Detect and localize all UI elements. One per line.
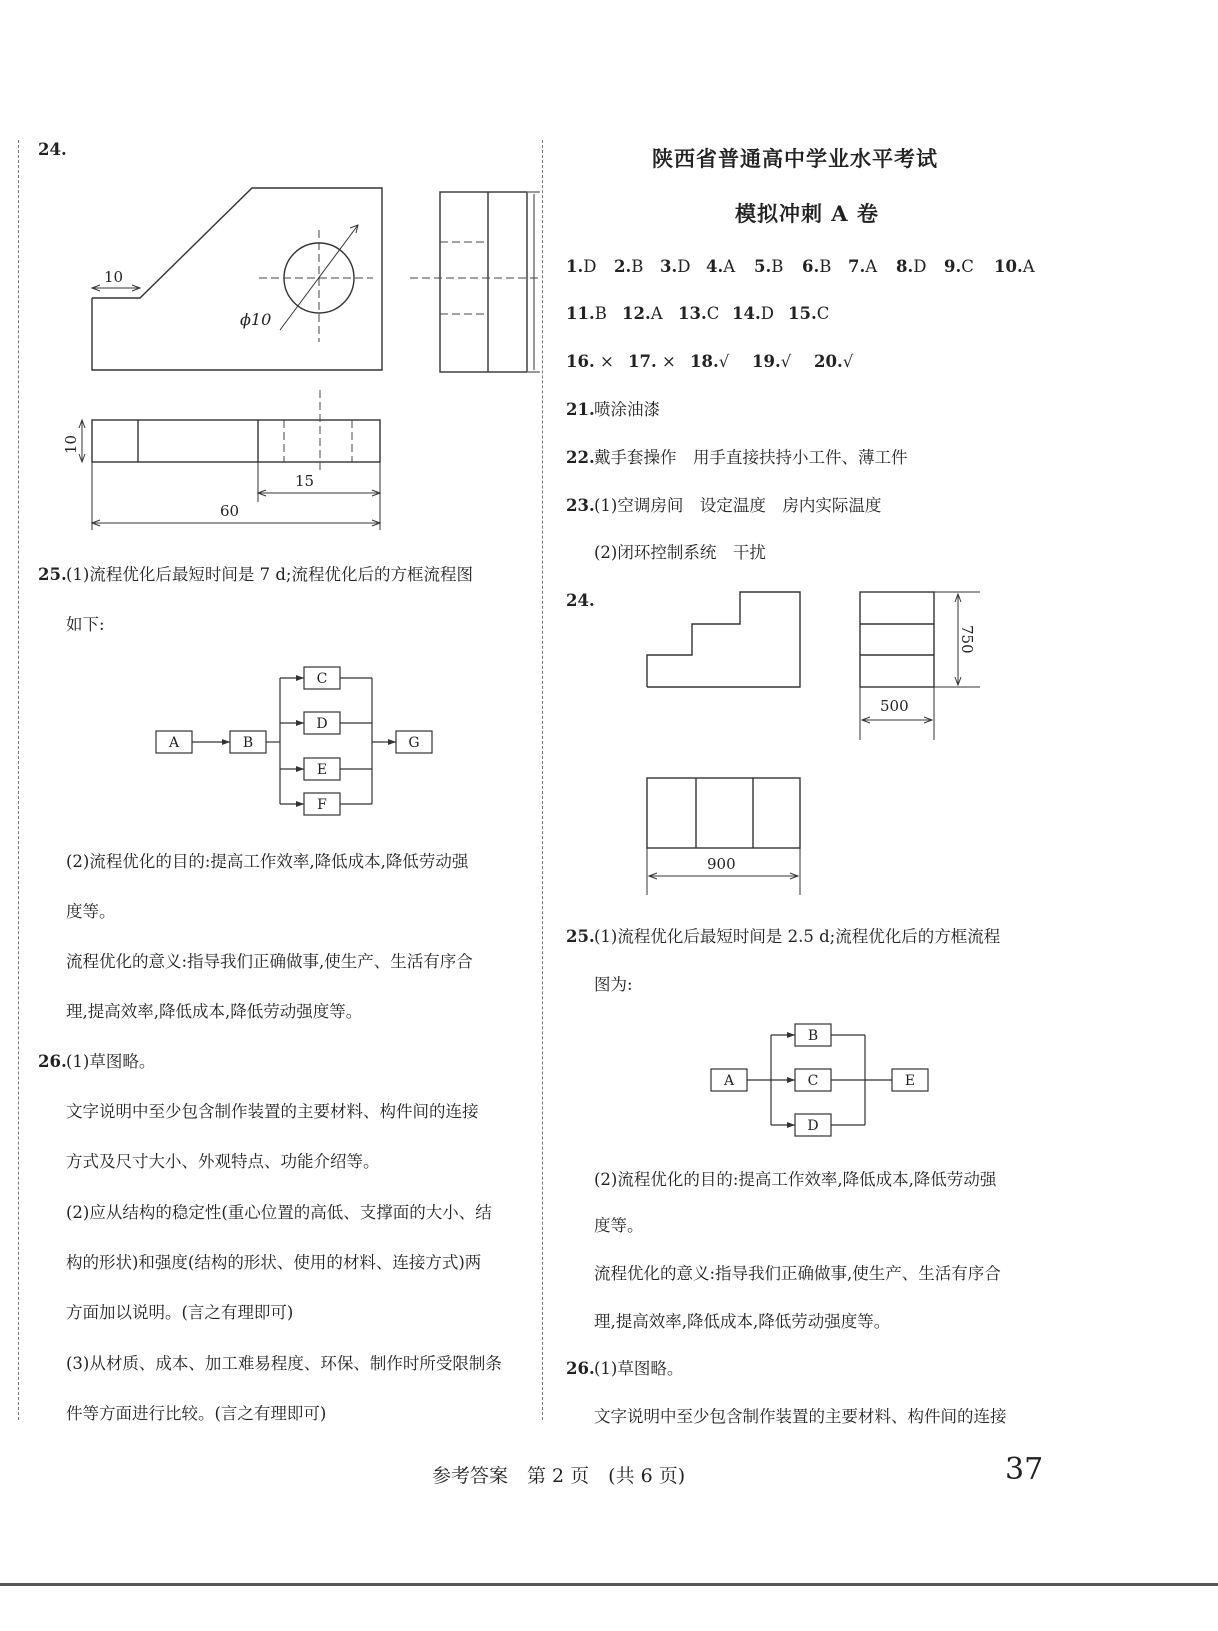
right-q22-answer: 戴手套操作 用手直接扶持小工件、薄工件 bbox=[594, 448, 908, 467]
left-q25-2-line2: 度等。 bbox=[66, 902, 116, 921]
left-margin-dash bbox=[18, 140, 19, 1420]
exam-subtitle: 模拟冲刺 A 卷 bbox=[735, 201, 879, 226]
dim-10-top: 10 bbox=[104, 268, 124, 286]
flow1-node-c: C bbox=[316, 671, 328, 687]
right-q24-number: 24. bbox=[566, 591, 595, 610]
right-q25-3-line1: 流程优化的意义:指导我们正确做事,使生产、生活有序合 bbox=[594, 1264, 1001, 1283]
top-view-outline bbox=[92, 420, 380, 462]
bottom-rule bbox=[0, 1583, 1218, 1586]
right-q21-number: 21. bbox=[566, 400, 595, 419]
right-q23-2: (2)闭环控制系统 干扰 bbox=[594, 543, 766, 562]
left-q26-number: 26. bbox=[38, 1052, 67, 1071]
left-q25-3-line2: 理,提高效率,降低成本,降低劳动强度等。 bbox=[66, 1002, 363, 1021]
dim-900: 900 bbox=[707, 855, 736, 873]
left-q25-line2: 如下: bbox=[66, 615, 105, 634]
left-q26-3-line2: 件等方面进行比较。(言之有理即可) bbox=[66, 1404, 327, 1423]
step-top-view bbox=[647, 778, 800, 848]
right-q25-line1: (1)流程优化后最短时间是 2.5 d;流程优化后的方框流程 bbox=[594, 927, 1001, 946]
exam-title: 陕西省普通高中学业水平考试 bbox=[652, 146, 938, 171]
page-number: 37 bbox=[1005, 1452, 1044, 1487]
right-q25-3-line2: 理,提高效率,降低成本,降低劳动强度等。 bbox=[594, 1312, 891, 1331]
footer-text: 参考答案 第 2 页 (共 6 页) bbox=[432, 1465, 686, 1487]
left-q25-line1: (1)流程优化后最短时间是 7 d;流程优化后的方框流程图 bbox=[66, 565, 473, 584]
step-front-view bbox=[647, 592, 800, 687]
flow2-node-c: C bbox=[807, 1073, 819, 1089]
flow1-node-g: G bbox=[408, 735, 420, 751]
right-q21-answer: 喷涂油漆 bbox=[594, 400, 660, 419]
flow2-node-b: B bbox=[807, 1028, 819, 1044]
left-q26-1: (1)草图略。 bbox=[66, 1052, 156, 1071]
flow2-node-d: D bbox=[807, 1118, 819, 1134]
right-q23-1: (1)空调房间 设定温度 房内实际温度 bbox=[594, 496, 882, 515]
left-q25-3-line1: 流程优化的意义:指导我们正确做事,使生产、生活有序合 bbox=[66, 952, 473, 971]
flow1-node-f: F bbox=[317, 797, 327, 813]
left-q26-2-line3: 方面加以说明。(言之有理即可) bbox=[66, 1303, 294, 1322]
left-q26-text-line1: 文字说明中至少包含制作装置的主要材料、构件间的连接 bbox=[66, 1102, 479, 1121]
dim-750: 750 bbox=[958, 625, 976, 654]
step-side-view bbox=[860, 592, 934, 687]
right-q26-text: 文字说明中至少包含制作装置的主要材料、构件间的连接 bbox=[594, 1407, 1007, 1426]
dim-10-side: 10 bbox=[62, 434, 80, 454]
flow1-node-e: E bbox=[316, 762, 328, 778]
right-q25-2-line1: (2)流程优化的目的:提高工作效率,降低成本,降低劳动强 bbox=[594, 1170, 997, 1189]
flow2-node-e: E bbox=[904, 1073, 916, 1089]
flow1-node-a: A bbox=[168, 735, 180, 751]
side-view-outline bbox=[440, 192, 527, 372]
right-q26-number: 26. bbox=[566, 1359, 595, 1378]
left-q26-2-line1: (2)应从结构的稳定性(重心位置的高低、支撑面的大小、结 bbox=[66, 1203, 492, 1222]
right-q26-1: (1)草图略。 bbox=[594, 1359, 684, 1378]
right-q25-line2: 图为: bbox=[594, 975, 633, 994]
dim-500: 500 bbox=[880, 697, 909, 715]
left-q26-2-line2: 构的形状)和强度(结构的形状、使用的材料、连接方式)两 bbox=[66, 1253, 482, 1272]
left-q26-text-line2: 方式及尺寸大小、外观特点、功能介绍等。 bbox=[66, 1152, 380, 1171]
left-q26-3-line1: (3)从材质、成本、加工难易程度、环保、制作时所受限制条 bbox=[66, 1354, 502, 1373]
flow1-node-b: B bbox=[242, 735, 254, 751]
left-q24-orthographic-drawing bbox=[40, 170, 540, 540]
center-divider-dash bbox=[542, 140, 543, 1420]
dim-15: 15 bbox=[295, 472, 315, 490]
dim-phi10: ϕ10 bbox=[240, 310, 272, 329]
left-q24-number: 24. bbox=[38, 140, 67, 159]
right-q24-orthographic-drawing bbox=[640, 585, 1000, 900]
left-q25-2-line1: (2)流程优化的目的:提高工作效率,降低成本,降低劳动强 bbox=[66, 852, 469, 871]
left-flowchart bbox=[150, 660, 450, 825]
dim-60: 60 bbox=[220, 502, 240, 520]
right-flowchart bbox=[705, 1018, 945, 1143]
right-q22-number: 22. bbox=[566, 448, 595, 467]
left-q25-number: 25. bbox=[38, 565, 67, 584]
flow2-node-a: A bbox=[723, 1073, 735, 1089]
right-q25-2-line2: 度等。 bbox=[594, 1216, 644, 1235]
front-view-outline bbox=[92, 188, 382, 370]
right-q23-number: 23. bbox=[566, 496, 595, 515]
flow1-node-d: D bbox=[316, 716, 328, 732]
right-q25-number: 25. bbox=[566, 927, 595, 946]
